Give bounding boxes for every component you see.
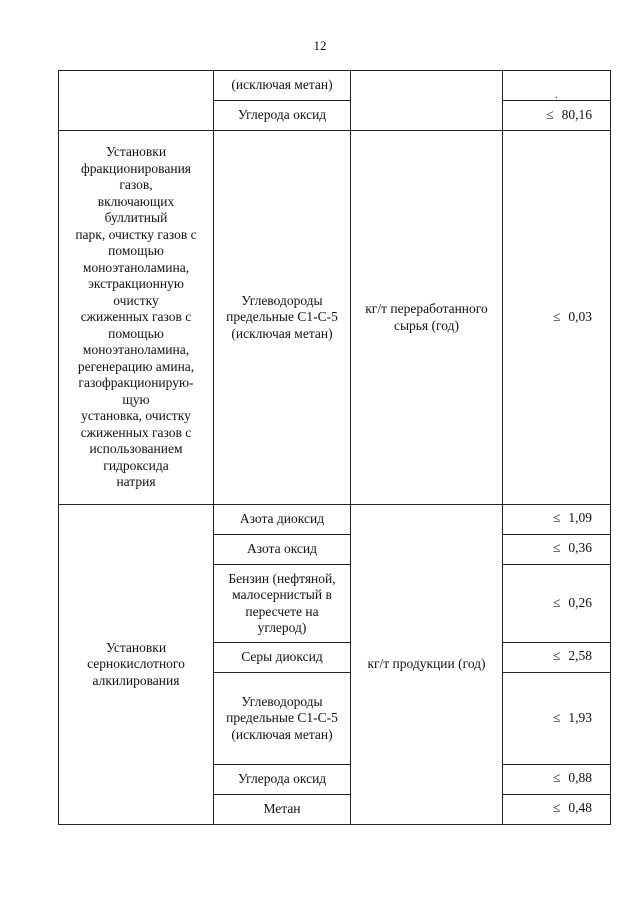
unit-label: кг/т продукции (год) (367, 656, 486, 672)
installation-name: Установки сернокислотного алкилирования (87, 639, 185, 688)
limit-value-cell (503, 795, 611, 825)
less-equal-sign: ≤ (552, 770, 561, 785)
limit-value-cell (503, 131, 611, 505)
less-equal-sign: ≤ (552, 595, 561, 611)
emissions-table (58, 70, 611, 825)
substance-cell (214, 673, 351, 765)
limit-value: 1,09 (568, 510, 592, 525)
limit-value: 1,93 (568, 710, 592, 726)
unit-cell-empty (351, 71, 503, 131)
less-equal-sign: ≤ (552, 309, 561, 325)
limit-value: 0,26 (568, 595, 592, 611)
table-row (59, 71, 611, 101)
substance-cell: Серы диоксид (214, 643, 351, 673)
unit-cell (351, 131, 503, 505)
substance-cell: Азота оксид (214, 535, 351, 565)
page-number: 12 (313, 38, 327, 53)
less-equal-sign: ≤ (552, 540, 561, 555)
substance-name: Углеводороды предельные С1-С-5 (исключая метан) (226, 292, 338, 341)
installation-cell-empty (59, 71, 214, 131)
less-equal-sign: ≤ (546, 107, 554, 123)
unit-label: кг/т переработанного сырья (год) (365, 301, 488, 333)
less-equal-sign: ≤ (552, 800, 561, 815)
limit-value-cell (503, 673, 611, 765)
limit-value-cell (503, 71, 611, 101)
less-equal-sign: ≤ (552, 648, 561, 663)
limit-value: 0,88 (568, 770, 592, 785)
limit-value-cell (503, 505, 611, 535)
value-mark: . (555, 90, 558, 100)
substance-name: Бензин (нефтяной, малосернистый в пересчете на углерод) (228, 570, 336, 635)
substance-cell: (исключая метан) (214, 71, 351, 101)
limit-value-cell (503, 565, 611, 643)
table-row (59, 131, 611, 505)
substance-cell: Углерода оксид (214, 101, 351, 131)
limit-value-cell (503, 643, 611, 673)
limit-value: 80,16 (561, 107, 592, 123)
table-row (59, 505, 611, 535)
limit-value: 0,48 (568, 800, 592, 815)
limit-value-cell (503, 535, 611, 565)
substance-name: Углеводороды предельные С1-С-5 (исключая метан) (226, 693, 338, 742)
limit-value-cell (503, 101, 611, 131)
substance-cell (214, 565, 351, 643)
limit-value: 0,36 (568, 540, 592, 555)
less-equal-sign: ≤ (552, 510, 561, 525)
unit-cell (351, 505, 503, 825)
installation-cell (59, 505, 214, 825)
substance-cell: Метан (214, 795, 351, 825)
substance-cell: Азота диоксид (214, 505, 351, 535)
limit-value: 0,03 (568, 309, 592, 325)
limit-value: 2,58 (568, 648, 592, 663)
substance-cell: Углерода оксид (214, 765, 351, 795)
installation-name: Установки фракционирования газов, включающих буллитный парк, очистку газов с помощью моноэтаноламина, экстракционную очистку сжиженных газов с помощью моноэтаноламина, регенерацию амина, газофракционирую- щую установка, очистку сжиженных газов с использованием гидроксида натрия (75, 144, 197, 490)
less-equal-sign: ≤ (552, 710, 561, 726)
installation-cell (59, 131, 214, 505)
limit-value-cell (503, 765, 611, 795)
substance-cell (214, 131, 351, 505)
